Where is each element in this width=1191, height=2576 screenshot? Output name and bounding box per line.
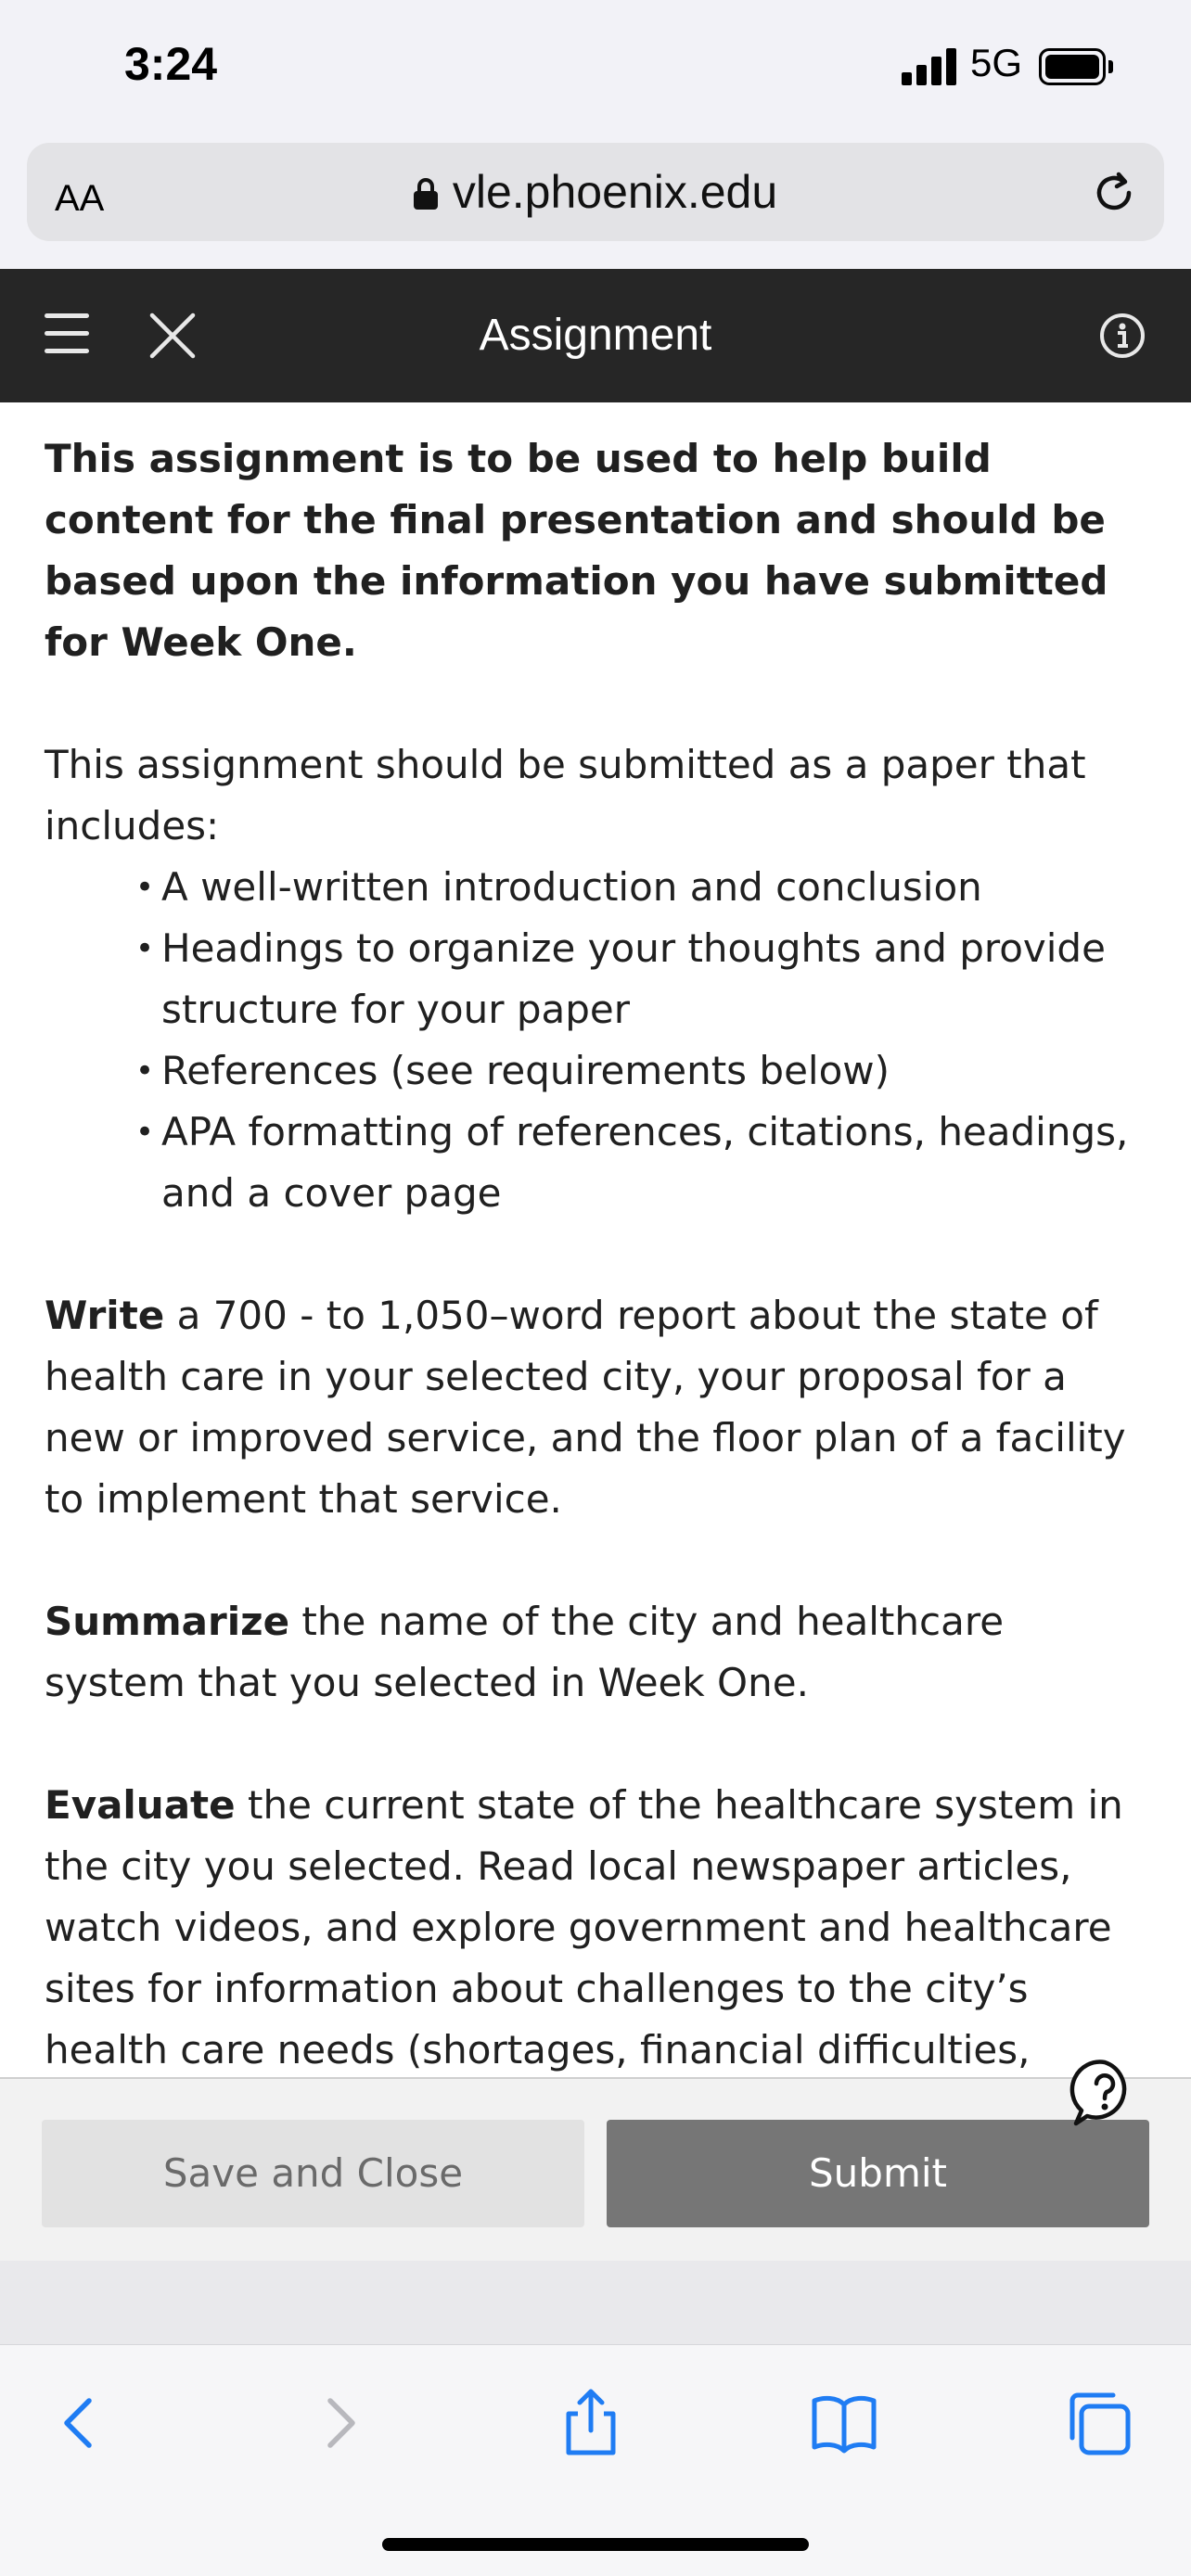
submission-paragraph: This assignment should be submitted as a paper that includes: — [45, 742, 1086, 848]
list-item: • APA formatting of references, citations, headings, and a cover page — [135, 1102, 1148, 1224]
info-icon[interactable] — [1098, 312, 1146, 360]
text-size-label: AA — [55, 178, 105, 219]
page-bottom-gap — [0, 2261, 1191, 2344]
requirements-list — [135, 857, 1148, 1224]
evaluate-lead: Evaluate — [45, 1782, 236, 1828]
action-bar — [0, 2077, 1191, 2261]
cellular-signal-icon — [902, 46, 957, 85]
evaluate-paragraph — [45, 1775, 1148, 2077]
list-item: • Headings to organize your thoughts and provide structure for your paper — [135, 918, 1148, 1040]
evaluate-text: the current state of the healthcare system in the city you selected. Read local newspaper articles, watch videos, and explore government and healthcare sites for information about challenges to the city’s health care needs (shortages, financial difficulties, — [45, 1782, 1123, 2072]
write-text: a 700 - to 1,050–word report about the state of health care in your selected city, your proposal for a new or improved service, and the floor plan of a facility to implement that service. — [45, 1293, 1126, 1522]
status-bar — [0, 0, 1191, 137]
summarize-text: the name of the city and healthcare system that you selected in Week One. — [45, 1599, 1005, 1705]
help-icon[interactable] — [1069, 2057, 1141, 2129]
url-field[interactable] — [27, 165, 1164, 219]
battery-icon — [1039, 48, 1113, 85]
network-type: 5G — [970, 41, 1023, 84]
summarize-lead: Summarize — [45, 1599, 290, 1644]
url-text: vle.phoenix.edu — [452, 166, 778, 218]
write-paragraph — [45, 1285, 1148, 1530]
app-header — [0, 269, 1191, 402]
list-item: • References (see requirements below) — [135, 1040, 1148, 1102]
intro-paragraph: This assignment is to be used to help build content for the final presentation and should be based upon the information you have submitted for Week One. — [45, 436, 1108, 665]
bookmarks-icon[interactable] — [807, 2386, 881, 2460]
forward-icon[interactable] — [302, 2386, 377, 2460]
page-title: Assignment — [479, 311, 712, 360]
home-indicator — [382, 2538, 809, 2551]
save-and-close-button[interactable]: Save and Close — [42, 2120, 584, 2227]
submit-button[interactable]: Submit — [607, 2120, 1149, 2227]
status-time: 3:24 — [124, 38, 218, 90]
address-bar[interactable] — [27, 143, 1164, 241]
back-icon[interactable] — [43, 2386, 117, 2460]
write-lead: Write — [45, 1293, 165, 1338]
list-item: • A well-written introduction and conclusion — [135, 857, 1148, 918]
share-icon[interactable] — [554, 2386, 628, 2460]
tabs-icon[interactable] — [1061, 2386, 1135, 2460]
summarize-paragraph — [45, 1591, 1148, 1714]
reload-icon[interactable] — [1088, 167, 1140, 219]
assignment-content[interactable] — [0, 402, 1191, 2077]
lock-icon — [414, 178, 438, 210]
